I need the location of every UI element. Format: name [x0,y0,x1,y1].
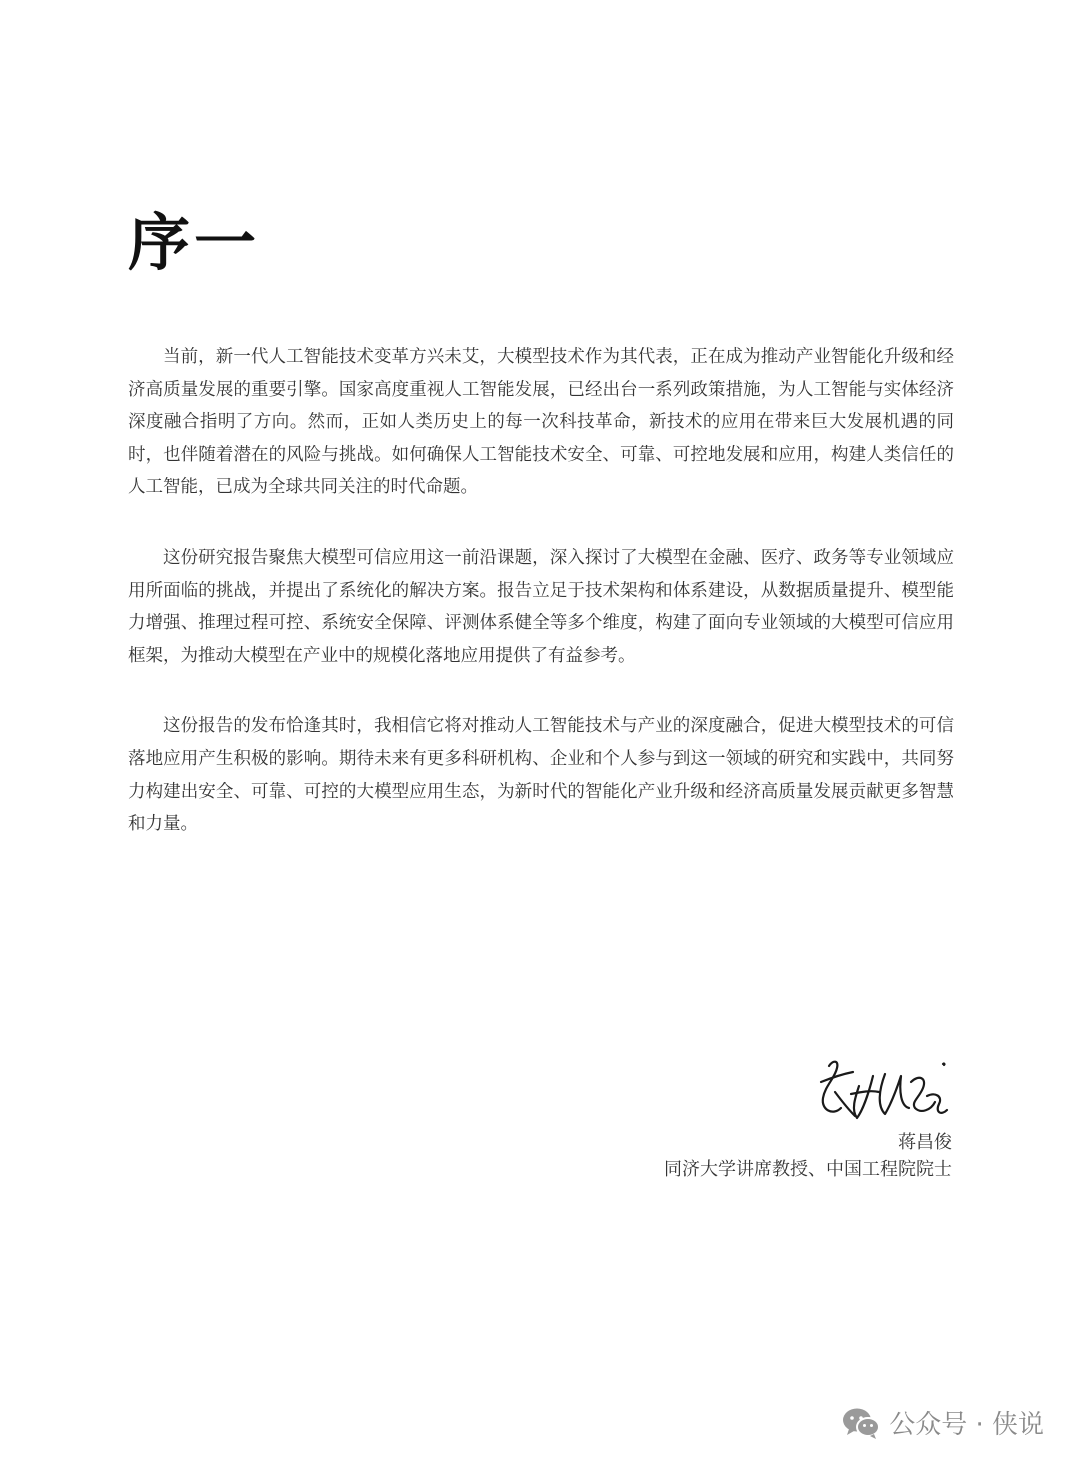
signatory-title: 同济大学讲席教授、中国工程院院士 [664,1159,952,1180]
signatory-name: 蒋昌俊 [898,1132,952,1153]
page-title: 序一 [128,206,261,279]
handwritten-signature [815,1052,955,1127]
watermark-text: 公众号 · 侠说 [889,1410,1044,1440]
wechat-icon [841,1406,881,1440]
paragraph: 这份研究报告聚焦大模型可信应用这一前沿课题，深入探讨了大模型在金融、医疗、政务等专业领域应用所面临的挑战，并提出了系统化的解决方案。报告立足于技术架构和体系建设，从数据质量提升、模型能力增强、推理过程可控、系统安全保障、评测体系健全等多个维度，构建了面向专业领域的大模型可信应用框架，为推动大模型在产业中的规模化落地应用提供了有益参考。 [128,547,954,666]
paragraph: 当前，新一代人工智能技术变革方兴未艾，大模型技术作为其代表，正在成为推动产业智能化升级和经济高质量发展的重要引擎。国家高度重视人工智能发展，已经出台一系列政策措施，为人工智能与实体经济深度融合指明了方向。然而，正如人类历史上的每一次科技革命，新技术的应用在带来巨大发展机遇的同时，也伴随着潜在的风险与挑战。如何确保人工智能技术安全、可靠、可控地发展和应用，构建人类信任的人工智能，已成为全球共同关注的时代命题。 [128,347,954,498]
paragraph: 这份报告的发布恰逢其时，我相信它将对推动人工智能技术与产业的深度融合，促进大模型技术的可信落地应用产生积极的影响。期待未来有更多科研机构、企业和个人参与到这一领域的研究和实践中，共同努力构建出安全、可靠、可控的大模型应用生态，为新时代的智能化产业升级和经济高质量发展贡献更多智慧和力量。 [128,716,954,835]
preface-body [128,341,954,879]
watermark [841,1404,1044,1441]
